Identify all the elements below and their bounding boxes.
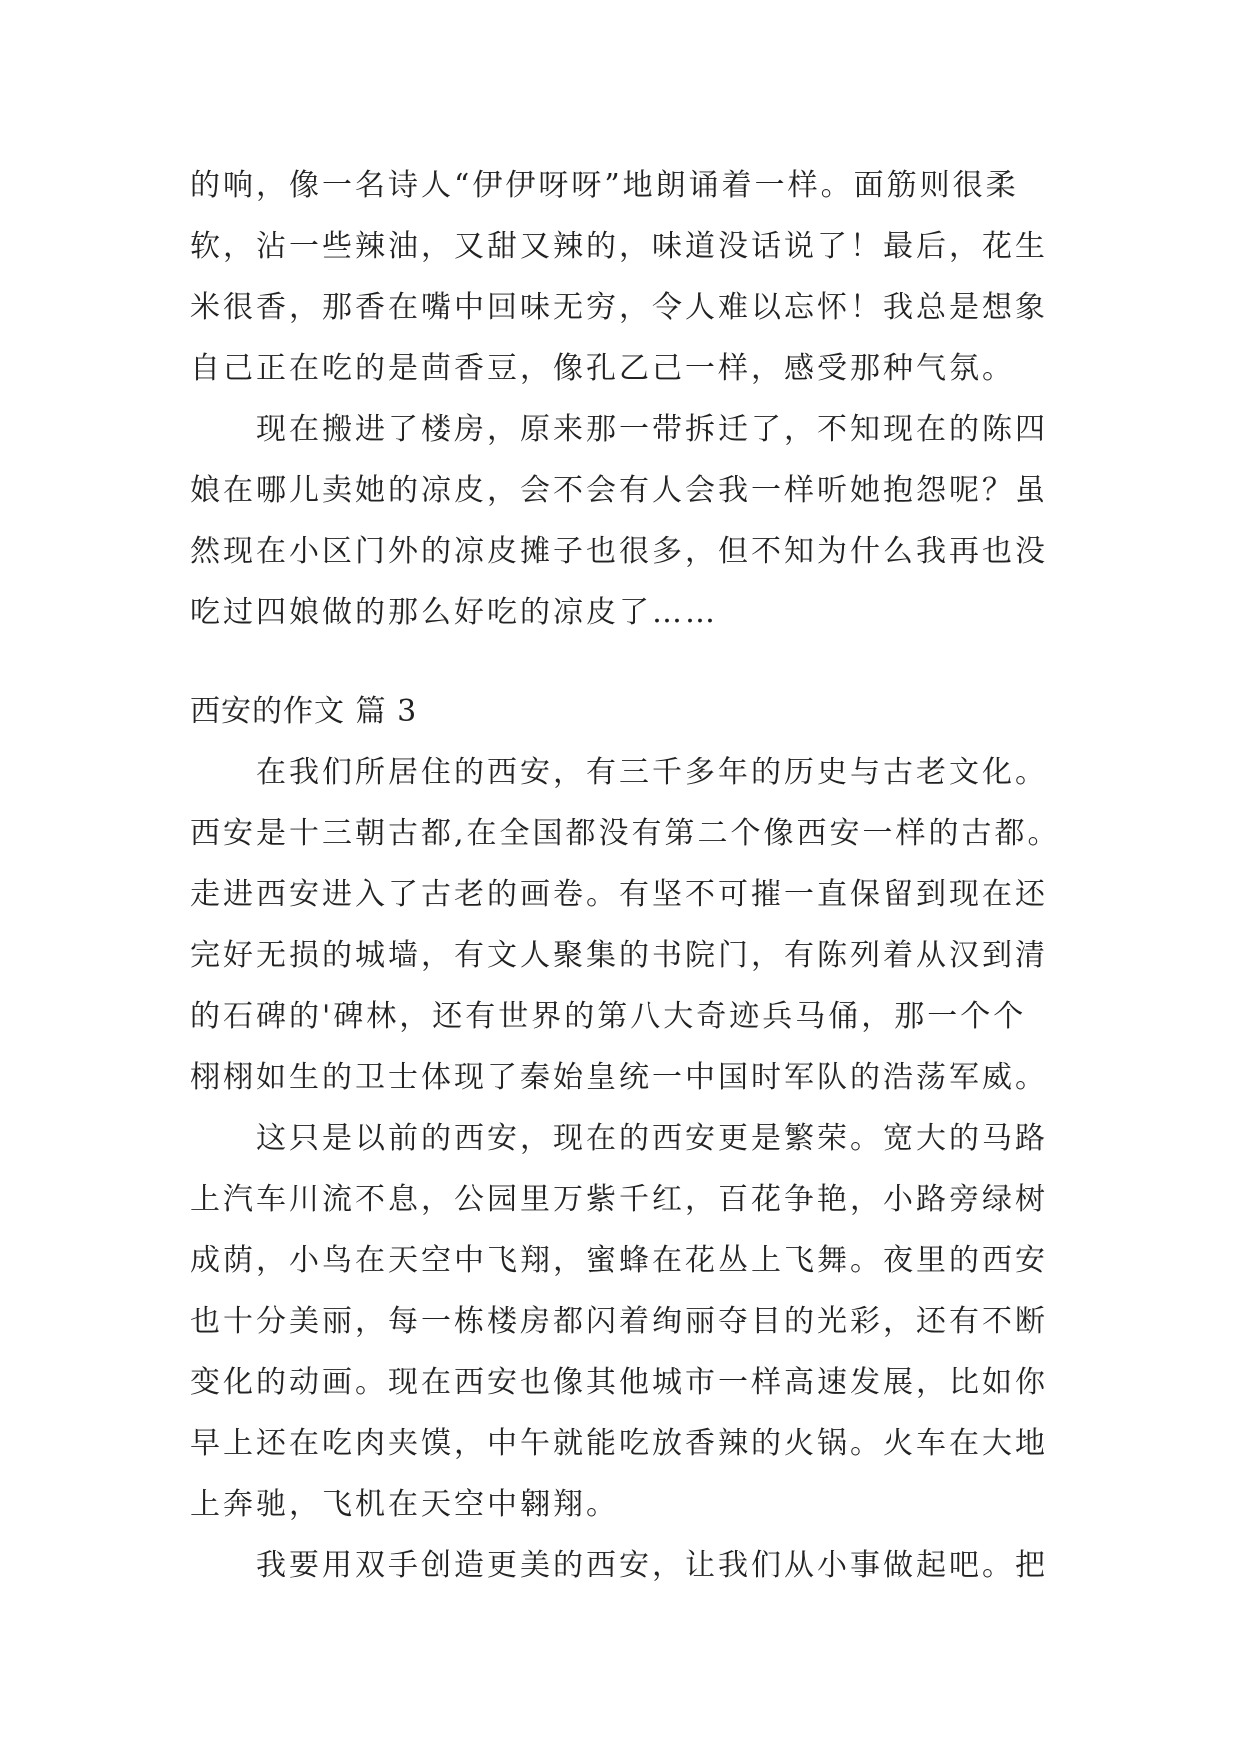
text-line: 的石碑的'碑林，还有世界的第八大奇迹兵马俑，那一个个 xyxy=(190,999,1027,1034)
text-line: 也十分美丽，每一栋楼房都闪着绚丽夺目的光彩，还有不断 xyxy=(190,1304,1048,1339)
text-line: 自己正在吃的是茴香豆，像孔乙己一样，感受那种气氛。 xyxy=(190,351,1015,386)
text-line: 米很香，那香在嘴中回味无穷，令人难以忘怀！我总是想象 xyxy=(190,290,1048,325)
text-line: 变化的动画。现在西安也像其他城市一样高速发展，比如你 xyxy=(190,1365,1048,1400)
text-line: 在我们所居住的西安，有三千多年的历史与古老文化。 xyxy=(256,755,1048,790)
text-line: 现在搬进了楼房，原来那一带拆迁了，不知现在的陈四 xyxy=(256,412,1048,447)
text-line: 走进西安进入了古老的画卷。有坚不可摧一直保留到现在还 xyxy=(190,877,1048,912)
text-line: 上汽车川流不息，公园里万紫千红，百花争艳，小路旁绿树 xyxy=(190,1182,1048,1217)
text-line: 西安是十三朝古都,在全国都没有第二个像西安一样的古都。 xyxy=(190,816,1061,851)
text-line: 吃过四娘做的那么好吃的凉皮了…… xyxy=(190,595,718,630)
text-line: 的响，像一名诗人“伊伊呀呀”地朗诵着一样。面筋则很柔 xyxy=(190,168,1019,203)
essay-3-paragraph-2 xyxy=(190,1108,1090,1535)
document-body xyxy=(190,155,1090,1596)
previous-essay-paragraph-2 xyxy=(190,399,1090,643)
text-line: 这只是以前的西安，现在的西安更是繁荣。宽大的马路 xyxy=(256,1121,1048,1156)
text-line: 栩栩如生的卫士体现了秦始皇统一中国时军队的浩荡军威。 xyxy=(190,1060,1048,1095)
essay-3-paragraph-1 xyxy=(190,742,1090,1108)
section-title: 西安的作文 篇 3 xyxy=(190,694,418,729)
section-spacer xyxy=(190,643,1090,681)
text-line: 成荫，小鸟在天空中飞翔，蜜蜂在花丛上飞舞。夜里的西安 xyxy=(190,1243,1048,1278)
text-line: 上奔驰，飞机在天空中翱翔。 xyxy=(190,1487,619,1522)
text-line: 完好无损的城墙，有文人聚集的书院门，有陈列着从汉到清 xyxy=(190,938,1048,973)
text-line: 早上还在吃肉夹馍，中午就能吃放香辣的火锅。火车在大地 xyxy=(190,1426,1048,1461)
text-line: 然现在小区门外的凉皮摊子也很多，但不知为什么我再也没 xyxy=(190,534,1048,569)
previous-essay-paragraph-1 xyxy=(190,155,1090,399)
text-line: 软，沾一些辣油，又甜又辣的，味道没话说了！最后，花生 xyxy=(190,229,1048,264)
essay-3-paragraph-3 xyxy=(190,1535,1090,1596)
text-line: 我要用双手创造更美的西安，让我们从小事做起吧。把 xyxy=(256,1548,1048,1583)
text-line: 娘在哪儿卖她的凉皮，会不会有人会我一样听她抱怨呢？虽 xyxy=(190,473,1048,508)
